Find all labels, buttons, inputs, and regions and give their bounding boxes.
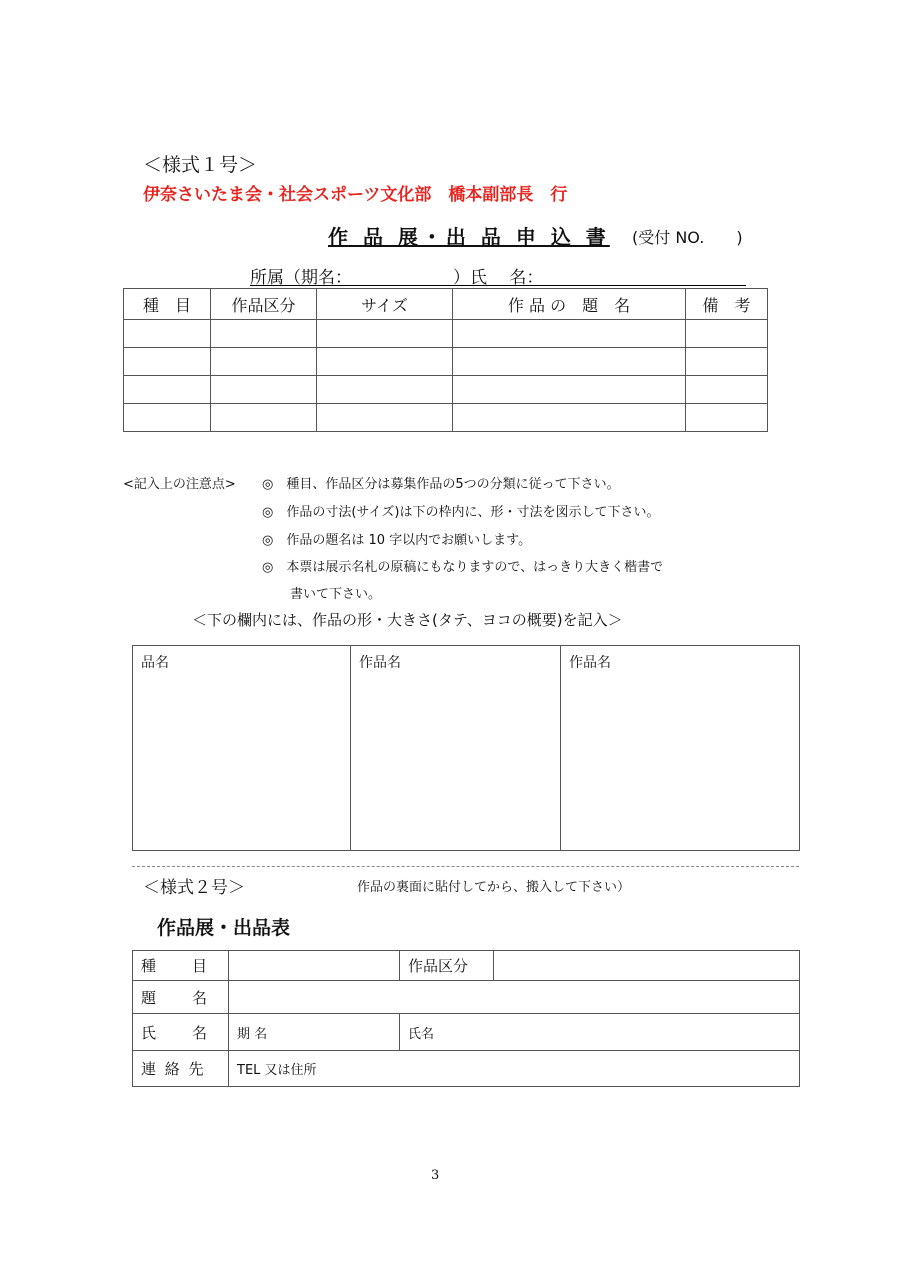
contact-field[interactable]: TEL 又は住所	[229, 1051, 800, 1087]
term-field[interactable]: 期 名	[229, 1014, 400, 1051]
cell[interactable]	[453, 376, 686, 404]
form2-label: ＜様式２号＞	[143, 878, 245, 898]
table-row	[124, 404, 768, 432]
cell[interactable]	[317, 404, 453, 432]
division-value[interactable]	[494, 951, 800, 981]
title-label: 題 名	[133, 981, 229, 1014]
reception-number: (受付 NO. )	[632, 228, 743, 247]
application-table	[123, 288, 768, 432]
category-value[interactable]	[229, 951, 400, 981]
cell[interactable]	[211, 320, 317, 348]
exhibit-card-title: 作品展・出品表	[157, 917, 291, 939]
name-row-label: 氏 名	[133, 1014, 229, 1051]
note-item: ◎ 本票は展示名札の原稿にもなりますので、はっきり大きく楷書で	[262, 560, 664, 575]
contact-label: 連 絡 先	[133, 1051, 229, 1087]
affiliation-line	[250, 263, 746, 286]
notes-heading: <記入上の注意点>	[123, 477, 236, 492]
name-label: ）氏 名：	[453, 268, 544, 288]
header-size: サイズ	[317, 289, 453, 320]
cell[interactable]	[124, 376, 211, 404]
form1-label: ＜様式１号＞	[143, 154, 258, 176]
category-label: 種 目	[133, 951, 229, 981]
sketch-box-work[interactable]: 作品名	[351, 646, 561, 851]
table-row	[124, 376, 768, 404]
form2-instruction: 作品の裏面に貼付してから、搬入して下さい）	[357, 880, 631, 895]
cell[interactable]	[124, 320, 211, 348]
cell[interactable]	[686, 348, 768, 376]
header-division: 作品区分	[211, 289, 317, 320]
note-continuation: 書いて下さい。	[290, 587, 382, 602]
cell[interactable]	[317, 320, 453, 348]
sketch-table	[132, 645, 800, 851]
sketch-heading: ＜下の欄内には、作品の形・大きさ(タテ、ヨコの概要)を記入＞	[192, 611, 623, 629]
cell[interactable]	[453, 348, 686, 376]
header-category: 種 目	[124, 289, 211, 320]
cell[interactable]	[124, 404, 211, 432]
table-row	[124, 348, 768, 376]
cell[interactable]	[453, 404, 686, 432]
exhibit-card-table	[132, 950, 800, 1087]
header-remarks: 備 考	[686, 289, 768, 320]
note-item: ◎ 作品の寸法(サイズ)は下の枠内に、形・寸法を図示して下さい。	[262, 505, 660, 520]
cell[interactable]	[453, 320, 686, 348]
note-item: ◎ 種目、作品区分は募集作品の5つの分類に従って下さい。	[262, 477, 620, 492]
title-value[interactable]	[229, 981, 800, 1014]
header-work-title: 作 品 の 題 名	[453, 289, 686, 320]
application-title: 作 品 展・出 品 申 込 書	[328, 225, 610, 249]
fullname-field[interactable]: 氏名	[400, 1014, 800, 1051]
cell[interactable]	[686, 404, 768, 432]
sketch-box-work[interactable]: 作品名	[561, 646, 800, 851]
division-label: 作品区分	[400, 951, 494, 981]
cut-line	[132, 866, 799, 867]
cell[interactable]	[317, 348, 453, 376]
sketch-box-item[interactable]: 品名	[133, 646, 351, 851]
table-row	[124, 320, 768, 348]
cell[interactable]	[124, 348, 211, 376]
page-number: 3	[431, 1168, 440, 1183]
cell[interactable]	[686, 376, 768, 404]
cell[interactable]	[211, 348, 317, 376]
cell[interactable]	[211, 376, 317, 404]
affiliation-label: 所属（期名：	[250, 268, 352, 288]
note-item: ◎ 作品の題名は 10 字以内でお願いします。	[262, 533, 532, 548]
cell[interactable]	[686, 320, 768, 348]
cell[interactable]	[317, 376, 453, 404]
table-header-row	[124, 289, 768, 320]
cell[interactable]	[211, 404, 317, 432]
addressee: 伊奈さいたま会・社会スポーツ文化部 橋本副部長 行	[143, 185, 568, 205]
